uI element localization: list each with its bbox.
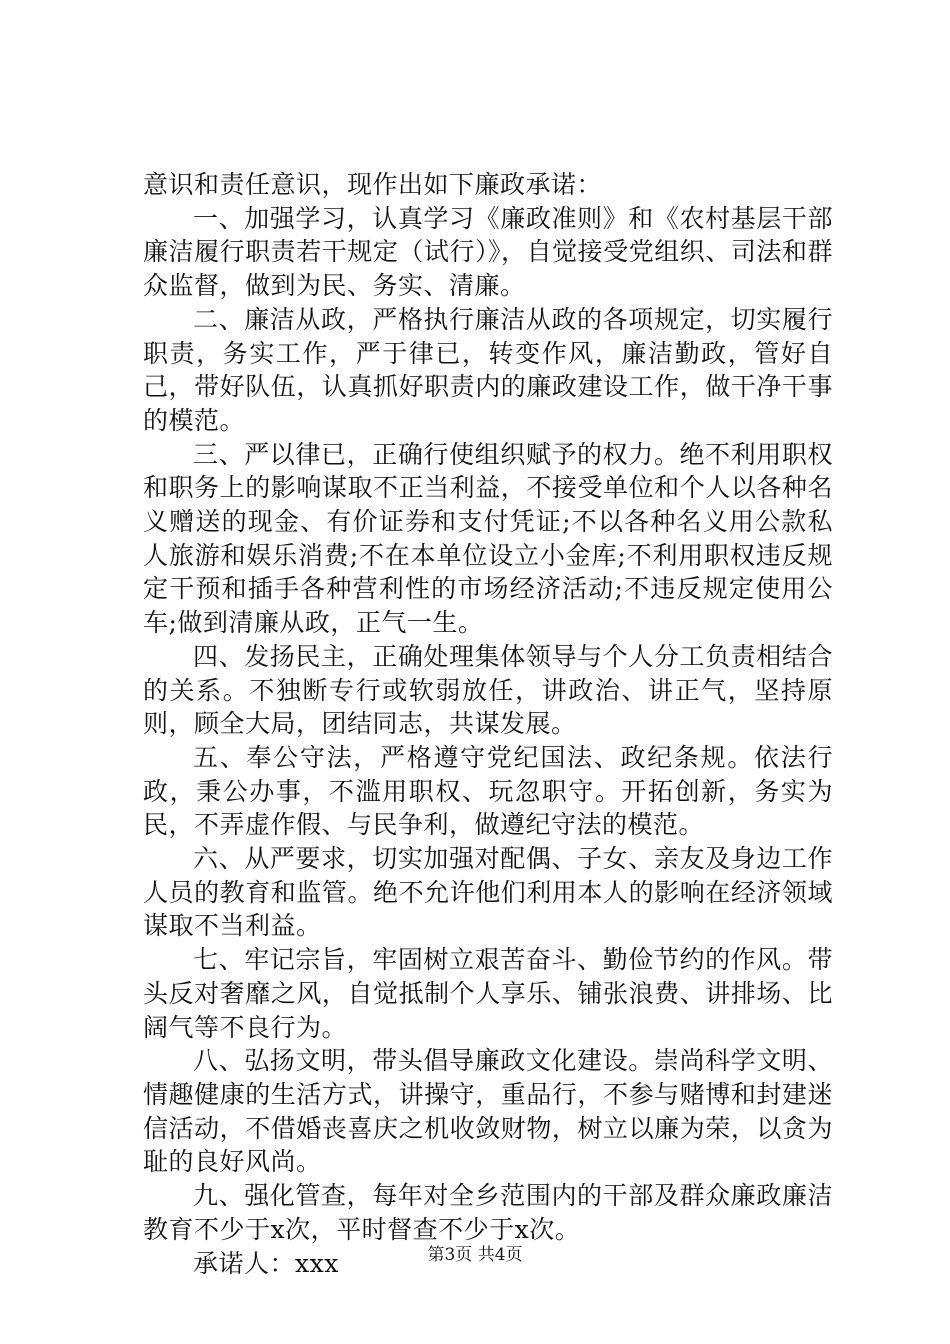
paragraph-item-6: 六、从严要求，切实加强对配偶、子女、亲友及身边工作人员的教育和监管。绝不允许他们利用本人的影响在经济领域谋取不当利益。 — [143, 844, 833, 941]
signature-line: 承诺人：xxx — [193, 1248, 339, 1278]
paragraph-continuation: 意识和责任意识，现作出如下廉政承诺： — [143, 170, 603, 199]
paragraph-item-8: 八、弘扬文明，带头倡导廉政文化建设。崇尚科学文明、情趣健康的生活方式，讲操守，重品行，不参与赌博和封建迷信活动，不借婚丧喜庆之机收敛财物，树立以廉为荣，以贪为耻的良好风尚。 — [143, 1046, 833, 1177]
paragraph-item-2: 二、廉洁从政，严格执行廉洁从政的各项规定，切实履行职责，务实工作，严于律已，转变作风，廉洁勤政，管好自己，带好队伍，认真抓好职责内的廉政建设工作，做干净干事的模范。 — [143, 304, 833, 435]
document-body — [143, 168, 833, 1280]
paragraph-item-3: 三、严以律已，正确行使组织赋予的权力。绝不利用职权和职务上的影响谋取不正当利益，不接受单位和个人以各种名义赠送的现金、有价证券和支付凭证;不以各种名义用公款私人旅游和娱乐消费;不在本单位设立小金库;不利用职权违反规定干预和插手各种营利性的市场经济活动;不违反规定使用公车;做到清廉从政，正气一生。 — [143, 439, 833, 638]
paragraph-item-9: 九、强化管查，每年对全乡范围内的干部及群众廉政廉洁教育不少于x次，平时督查不少于x次。 — [143, 1181, 833, 1244]
page-number-footer: 第3页 共4页 — [427, 1245, 523, 1265]
paragraph-item-5: 五、奉公守法，严格遵守党纪国法、政纪条规。依法行政，秉公办事，不滥用职权、玩忽职守。开拓创新，务实为民，不弄虚作假、与民争利，做遵纪守法的模范。 — [143, 742, 833, 840]
paragraph-item-7: 七、牢记宗旨，牢固树立艰苦奋斗、勤俭节约的作风。带头反对奢靡之风，自觉抵制个人享乐、铺张浪费、讲排场、比阔气等不良行为。 — [143, 945, 833, 1042]
paragraph-item-4: 四、发扬民主，正确处理集体领导与个人分工负责相结合的关系。不独断专行或软弱放任，讲政治、讲正气，坚持原则，顾全大局，团结同志，共谋发展。 — [143, 641, 833, 739]
paragraph-item-1: 一、加强学习，认真学习《廉政准则》和《农村基层干部廉洁履行职责若干规定（试行）》，自觉接受党组织、司法和群众监督，做到为民、务实、清廉。 — [143, 203, 833, 301]
